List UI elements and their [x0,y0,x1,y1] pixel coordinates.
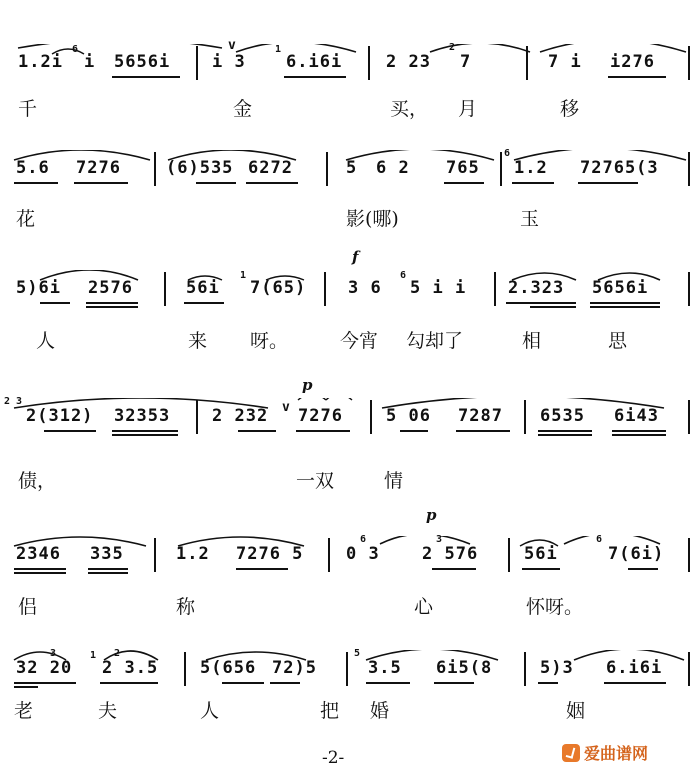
bar-line [688,152,690,186]
note-row [0,536,700,570]
note-group: 0 3 [346,544,380,564]
note-group: 7276 5 [236,544,304,564]
note-group: 5 [346,158,358,178]
note-group: 5.6 [16,158,50,178]
lyric: 金 [233,98,253,120]
bar-line [196,400,198,434]
bar-line [184,652,186,686]
note-group: 2576 [88,278,133,298]
underline [604,682,666,684]
lyric: 相 [522,330,542,352]
lyric: 称 [176,596,196,618]
underline [86,302,138,304]
note-group: 5)3 [540,658,574,678]
underline [40,302,70,304]
note-group: 7(6i) [608,544,665,564]
underline [14,682,76,684]
bar-line [164,272,166,306]
grace-note: 1 [90,650,97,661]
lyric: 千 [18,98,38,120]
note-row [0,150,700,184]
underline [456,430,510,432]
note-group: 3 6 [348,278,382,298]
note-group: 7 i [548,52,582,72]
note-group: 5656i [592,278,649,298]
dynamic-mark: p [426,506,437,524]
note-row [0,270,700,304]
note-group: 2 23 [386,52,431,72]
bar-line [524,652,526,686]
underline [578,182,638,184]
note-group: 335 [90,544,124,564]
underline [530,306,576,308]
grace-note: 5 [354,648,361,659]
breath-mark: v [282,400,290,415]
note-row [0,38,700,78]
underline [270,682,300,684]
lyric: 影(哪) [346,208,399,230]
note-group: 6272 [248,158,293,178]
underline [366,682,410,684]
note-group: 7276 [76,158,121,178]
lyric: 玉 [520,208,540,230]
lyric: 怀呀。 [526,596,584,618]
note-group: 6535 [540,406,585,426]
note-group: 6.i6i [606,658,663,678]
note-group: 2.323 [508,278,565,298]
note-group: i276 [610,52,655,72]
bar-line [154,538,156,572]
underline [88,568,128,570]
lyric: 夫 [98,700,118,722]
underline [538,434,592,436]
page-number: -2- [322,748,345,768]
note-group: 765 [446,158,480,178]
note-group: 32353 [114,406,171,426]
lyric: 移 [560,98,580,120]
lyric: 今宵 [340,330,379,352]
underline [612,434,666,436]
underline [14,572,66,574]
note-group: 1.2i [18,52,63,72]
bar-line [524,400,526,434]
underline [590,306,660,308]
underline [628,568,658,570]
note-row [0,398,700,432]
underline [246,182,298,184]
bar-line [688,400,690,434]
grace-note: 6 [72,44,79,55]
grace-note: 6 [504,148,511,159]
note-group: 5656i [114,52,171,72]
bar-line [494,272,496,306]
bar-line [346,652,348,686]
note-group: 2(312) [26,406,94,426]
lyric: 情 [384,470,404,492]
note-group: 6 2 [376,158,410,178]
watermark-text: 爱曲谱网 [584,744,649,763]
bar-line [196,46,198,80]
lyric: 心 [414,596,434,618]
note-group: 1.2 [514,158,548,178]
note-group: 6.i6i [286,52,343,72]
bar-line [370,400,372,434]
underline [112,76,180,78]
note-group: 7276 [298,406,343,426]
note-group: 5 i i [410,278,467,298]
grace-note: 6 [360,534,367,545]
underline [296,430,350,432]
note-row [0,650,700,684]
underline [512,182,554,184]
note-group: 5 06 [386,406,431,426]
note-group: 2346 [16,544,61,564]
lyric: 人 [36,330,56,352]
grace-note: 2 [449,42,456,53]
lyric: 思 [608,330,628,352]
underline [14,686,38,688]
underline [100,682,158,684]
grace-note: 3 [436,534,443,545]
note-group: 56i [524,544,558,564]
underline [538,430,592,432]
dynamic-mark: p [302,376,313,394]
underline [608,76,666,78]
note-group: 6i5(8 [436,658,493,678]
grace-note: 1 [240,270,247,281]
bar-line [688,46,690,80]
note-group: i 3 [212,52,246,72]
lyric: 婚 [370,700,390,722]
bar-line [688,538,690,572]
note-group: 2 576 [422,544,479,564]
underline [74,182,128,184]
note-group: 7287 [458,406,503,426]
bar-line [500,152,502,186]
note-group: 32 20 [16,658,73,678]
note-group: 7 [460,52,472,72]
lyric: 债， [18,470,57,492]
underline [14,568,66,570]
lyric: 月 [458,98,478,120]
breath-mark: v [228,38,236,53]
underline [432,568,476,570]
note-group: 72)5 [272,658,317,678]
note-group: 5)6i [16,278,61,298]
note-group: 2 232 [212,406,269,426]
underline [590,302,660,304]
lyric: 花 [16,208,36,230]
grace-note: 6 [596,534,603,545]
lyric: 侣 [18,596,38,618]
note-group: 1.2 [176,544,210,564]
underline [196,182,236,184]
note-group: 5(656 [200,658,257,678]
underline [86,306,138,308]
bar-line [368,46,370,80]
grace-note: 2 [114,648,121,659]
site-watermark [562,741,648,764]
lyric: 姻 [566,700,586,722]
underline [112,434,178,436]
note-group: 3.5 [368,658,402,678]
note-group: 2 3.5 [102,658,159,678]
underline [444,182,484,184]
underline [522,568,560,570]
underline [400,430,428,432]
note-group: 6i43 [614,406,659,426]
bar-line [154,152,156,186]
bar-line [328,538,330,572]
underline [184,302,224,304]
dynamic-mark: f [352,248,359,266]
lyric: 一双 [296,470,335,492]
lyric: 来 [188,330,208,352]
underline [612,430,666,432]
note-group: 56i [186,278,220,298]
underline [112,430,178,432]
bar-line [688,272,690,306]
underline [44,430,96,432]
underline [538,682,558,684]
underline [222,682,264,684]
lyric: 买， [390,98,429,120]
bar-line [688,652,690,686]
note-group: (6)535 [166,158,234,178]
bar-line [324,272,326,306]
underline [88,572,128,574]
underline [14,182,58,184]
lyric: 人 [200,700,220,722]
grace-note: 2 3 [4,396,23,407]
lyric: 呀。 [250,330,289,352]
underline [238,430,276,432]
note-group: 7(65) [250,278,307,298]
lyric: 勾却了 [406,330,464,352]
grace-note: 6 [400,270,407,281]
underline [434,682,474,684]
underline [236,568,288,570]
note-group: i [84,52,96,72]
grace-note: 1 [275,44,282,55]
grace-note: 3 [50,648,57,659]
note-group: 72765(3 [580,158,659,178]
underline [284,76,346,78]
underline [506,302,576,304]
bar-line [526,46,528,80]
lyric: 把 [320,700,340,722]
bar-line [326,152,328,186]
bar-line [508,538,510,572]
music-note-icon [562,744,580,762]
lyric: 老 [14,700,34,722]
